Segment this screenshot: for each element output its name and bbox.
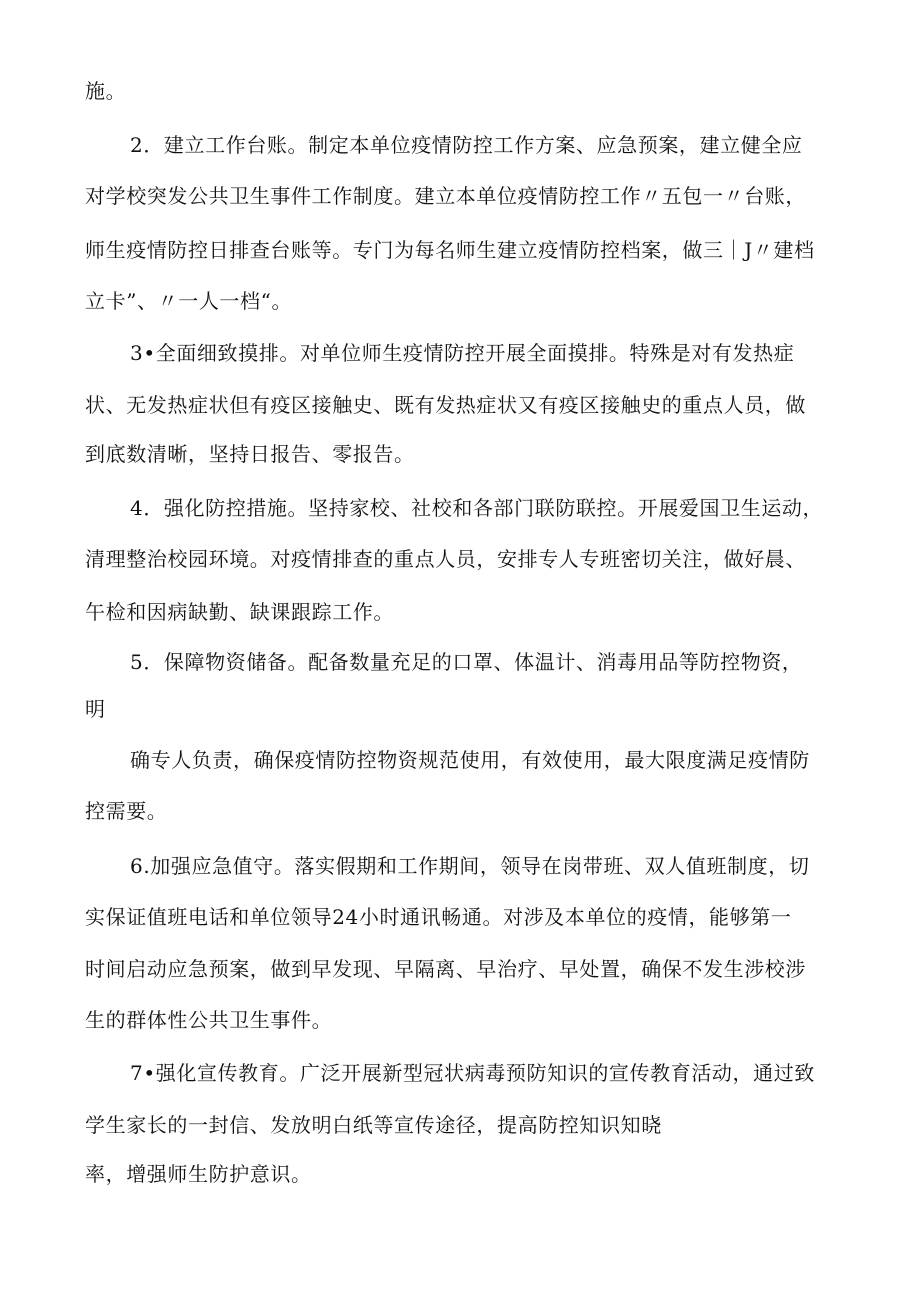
text-line: 立卡”、〃一人一档“。 xyxy=(85,289,293,313)
text-line: 2．建立工作台账。制定本单位疫情防控工作方案、应急预案，建立健全应 xyxy=(130,133,803,157)
text-line: 清理整治校园环境。对疫情排查的重点人员，安排专人专班密切关注，做好晨、 xyxy=(85,547,806,571)
text-line: 生的群体性公共卫生事件。 xyxy=(85,1008,333,1032)
text-line: 时间启动应急预案，做到早发现、早隔离、早治疗、早处置，确保不发生涉校涉 xyxy=(85,957,806,981)
text-line: 对学校突发公共卫生事件工作制度。建立本单位疫情防控工作〃五包一〃台账， xyxy=(85,184,806,208)
text-line: 确专人负责，确保疫情防控物资规范使用，有效使用，最大限度满足疫情防 xyxy=(130,748,810,772)
text-line: 6.加强应急值守。落实假期和工作期间，领导在岗带班、双人值班制度，切 xyxy=(130,854,810,878)
text-line: 7•强化宣传教育。广泛开展新型冠状病毒预防知识的宣传教育活动，通过致 xyxy=(130,1061,815,1085)
text-line: 实保证值班电话和单位领导24小时通讯畅通。对涉及本单位的疫情，能够第一 xyxy=(85,905,792,929)
text-line: 师生疫情防控日排查台账等。专门为每名师生建立疫情防控档案，做三｜J〃建档 xyxy=(85,238,815,262)
text-line: 3•全面细致摸排。对单位师生疫情防控开展全面摸排。特殊是对有发热症 xyxy=(130,341,795,365)
text-line: 午检和因病缺勤、缺课跟踪工作。 xyxy=(85,600,394,624)
text-line: 4．强化防控措施。坚持家校、社校和各部门联防联控。开展爱国卫生运动， xyxy=(130,496,824,520)
text-line: 状、无发热症状但有疫区接触史、既有发热症状又有疫区接触史的重点人员，做 xyxy=(85,393,806,417)
text-line: 施。 xyxy=(85,79,127,103)
text-line: 控需要。 xyxy=(85,799,168,823)
text-line: 学生家长的一封信、发放明白纸等宣传途径，提高防控知识知晓 xyxy=(85,1113,662,1137)
text-line: 明 xyxy=(85,697,106,721)
text-line: 5．保障物资储备。配备数量充足的口罩、体温计、消毒用品等防控物资， xyxy=(130,650,803,674)
text-line: 到底数清晰，坚持日报告、零报告。 xyxy=(85,442,415,466)
text-line: 率，增强师生防护意识。 xyxy=(85,1162,312,1186)
